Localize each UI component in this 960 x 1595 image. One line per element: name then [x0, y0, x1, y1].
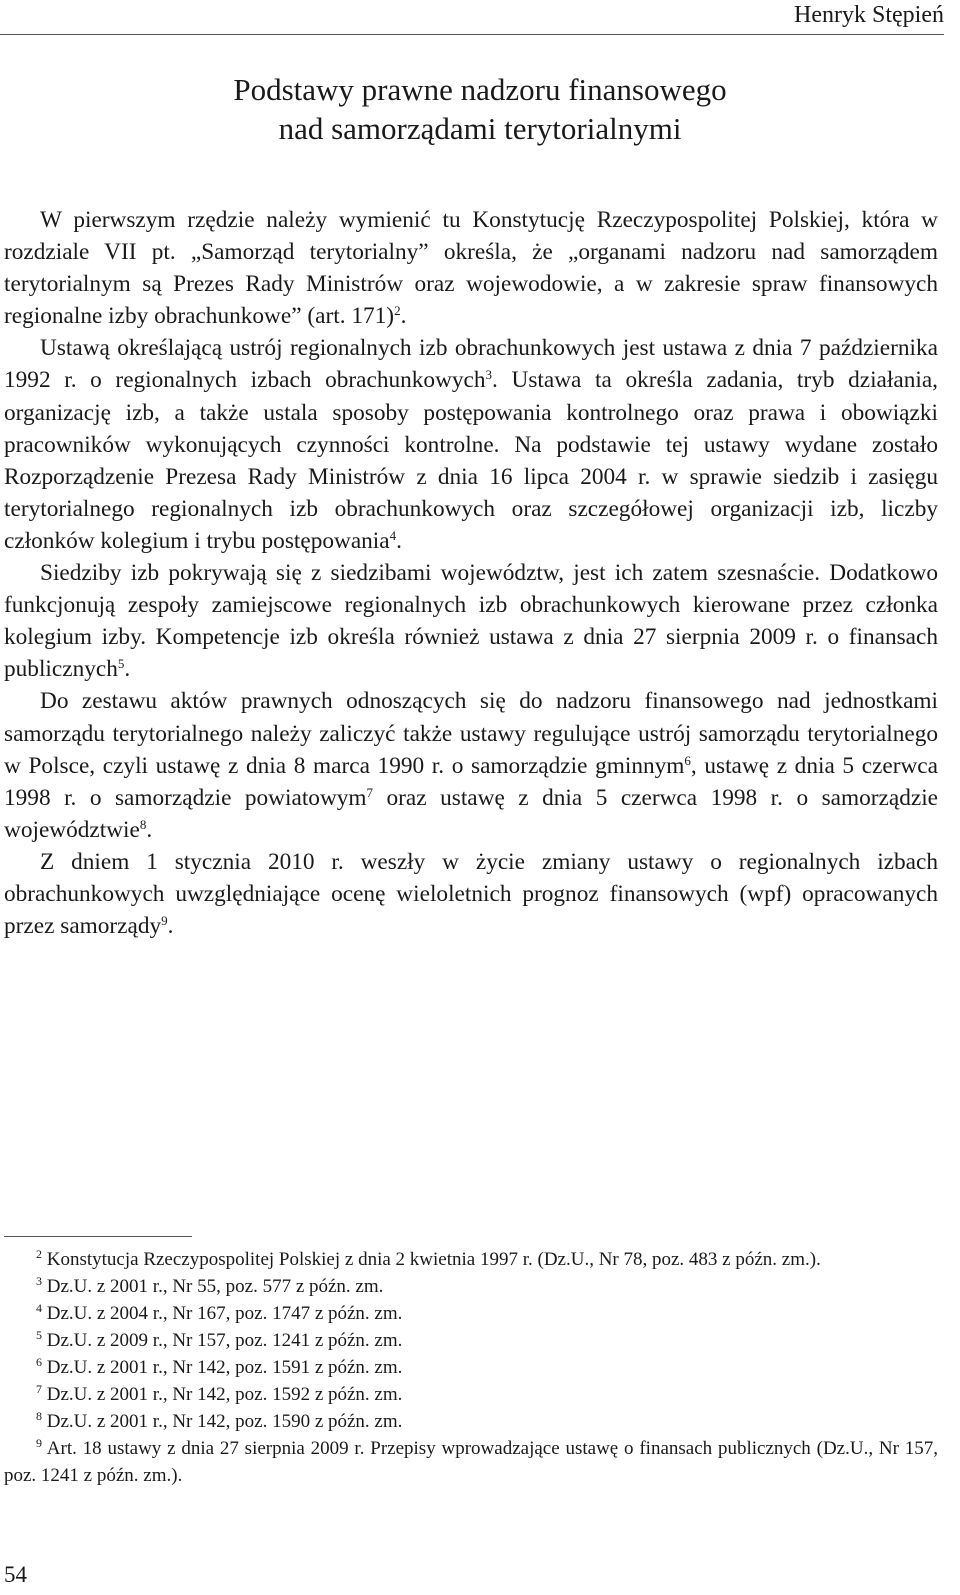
- header-rule: [0, 34, 944, 35]
- paragraph-text: .: [396, 527, 402, 554]
- footnote-ref: 5: [117, 656, 125, 672]
- footnote-ref: 8: [139, 816, 147, 832]
- paragraph-text: .: [146, 816, 153, 843]
- footnote-number: 8: [36, 1409, 42, 1423]
- footnote-number: 9: [36, 1436, 42, 1450]
- footnote-number: 5: [36, 1328, 42, 1342]
- footnote-rule: [4, 1236, 192, 1237]
- paragraph-text: Z dniem 1 stycznia 2010 r. weszły w życie zmiany ustawy o regionalnych izbach obrachunkowych uwzględniające ocenę wieloletnich prognoz finansowych (wpf) opracowanych przez samorządy: [4, 848, 938, 940]
- footnote-number: 2: [36, 1247, 42, 1261]
- page-number: 54: [4, 1562, 27, 1587]
- paragraph-text: oraz ustawę z dnia 5 czerwca 1998 r. o samorządzie województwie: [4, 784, 939, 843]
- footnote-number: 7: [36, 1382, 42, 1396]
- footnote-text: Konstytucja Rzeczypospolitej Polskiej z dnia 2 kwietnia 1997 r. (Dz.U., Nr 78, poz. 483 z późn. zm.).: [46, 1249, 821, 1270]
- paragraph-text: .: [400, 303, 407, 330]
- footnote-text: Art. 18 ustawy z dnia 27 sierpnia 2009 r. Przepisy wprowadzające ustawę o finansach publicznych (Dz.U., Nr 157, poz. 1241 z późn. zm.).: [4, 1438, 938, 1486]
- footnote-number: 6: [36, 1355, 42, 1369]
- paragraph-text: Siedziby izb pokrywają się z siedzibami województw, jest ich zatem szesnaście. Dodatkowo funkcjonują zespoły zamiejscowe regionalnych izb obrachunkowych kierowane przez członka kolegium izby. Kompetencje izb określa również ustawa z dnia 27 sierpnia 2009 r. o finansach publicznych: [4, 560, 938, 683]
- paragraph-5: [4, 846, 938, 942]
- footnotes: [4, 1246, 938, 1489]
- paragraph-text: .: [124, 656, 131, 683]
- section-title-line-2: nad samorządami terytorialnymi: [278, 111, 682, 146]
- footnote-ref: 3: [485, 367, 493, 383]
- paragraph-text: . Ustawa ta określa zadania, tryb działania, organizację izb, a także ustala sposoby postępowania kontrolnego oraz prawa i obowiązki pracowników wykonujących czynności kontrolne. Na podstawie tej ustawy wydane zostało Rozporządzenie Prezesa Rady Ministrów z dnia 16 lipca 2004 r. w sprawie siedzib i zasięgu terytorialnego regionalnych izb obrachunkowych oraz szczegółowej organizacji izb, liczby członków kolegium i trybu postępowania: [4, 367, 938, 554]
- paragraph-4: [4, 685, 938, 845]
- paragraph-1: [4, 204, 938, 332]
- footnote-9: [4, 1435, 938, 1489]
- paragraph-text: W pierwszym rzędzie należy wymienić tu Konstytucję Rzeczypospolitej Polskiej, która w rozdziale VII pt. „Samorząd terytorialny” określa, że „organami nadzoru nad samorządem terytorialnym są Prezes Rady Ministrów oraz wojewodowie, a w zakresie spraw finansowych regionalne izby obrachunkowe” (art. 171): [4, 207, 938, 330]
- paragraph-2: [4, 332, 938, 557]
- footnote-ref: 4: [389, 527, 397, 543]
- footnote-7: [4, 1381, 938, 1408]
- paragraph-text: .: [167, 913, 174, 940]
- paragraph-text: , ustawę z dnia 5 czerwca 1998 r. o samorządzie powiatowym: [4, 752, 938, 811]
- body-text: [4, 204, 938, 942]
- footnote-6: [4, 1354, 938, 1381]
- footnote-5: [4, 1327, 938, 1354]
- footnote-text: Dz.U. z 2001 r., Nr 142, poz. 1590 z późn. zm.: [46, 1411, 403, 1432]
- footnote-text: Dz.U. z 2001 r., Nr 142, poz. 1591 z późn. zm.: [46, 1357, 403, 1378]
- section-title: [0, 70, 960, 148]
- footnote-ref: 9: [161, 913, 168, 929]
- footnote-2: [4, 1246, 938, 1273]
- footnote-8: [4, 1408, 938, 1435]
- running-head-author: Henryk Stępień: [794, 2, 944, 28]
- footnote-number: 4: [36, 1301, 42, 1315]
- footnote-text: Dz.U. z 2004 r., Nr 167, poz. 1747 z późn. zm.: [46, 1303, 403, 1324]
- paragraph-text: Do zestawu aktów prawnych odnoszących się do nadzoru finansowego nad jednostkami samorządu terytorialnego należy zaliczyć także ustawy regulujące ustrój samorządu terytorialnego w Polsce, czyli ustawę z dnia 8 marca 1990 r. o samorządzie gminnym: [4, 688, 938, 779]
- footnote-3: [4, 1273, 938, 1300]
- footnote-text: Dz.U. z 2009 r., Nr 157, poz. 1241 z późn. zm.: [46, 1330, 403, 1351]
- footnote-4: [4, 1300, 938, 1327]
- footnote-number: 3: [36, 1274, 42, 1288]
- footnote-text: Dz.U. z 2001 r., Nr 142, poz. 1592 z późn. zm.: [46, 1384, 403, 1405]
- paragraph-3: [4, 557, 938, 685]
- footnote-ref: 2: [394, 303, 401, 319]
- footnote-text: Dz.U. z 2001 r., Nr 55, poz. 577 z późn. zm.: [46, 1276, 384, 1297]
- footnote-ref: 7: [366, 784, 374, 800]
- paragraph-text: Ustawą określającą ustrój regionalnych izb obrachunkowych jest ustawa z dnia 7 października 1992 r. o regionalnych izbach obrachunkowych: [4, 335, 938, 394]
- footnote-ref: 6: [684, 752, 691, 768]
- section-title-line-1: Podstawy prawne nadzoru finansowego: [233, 72, 727, 107]
